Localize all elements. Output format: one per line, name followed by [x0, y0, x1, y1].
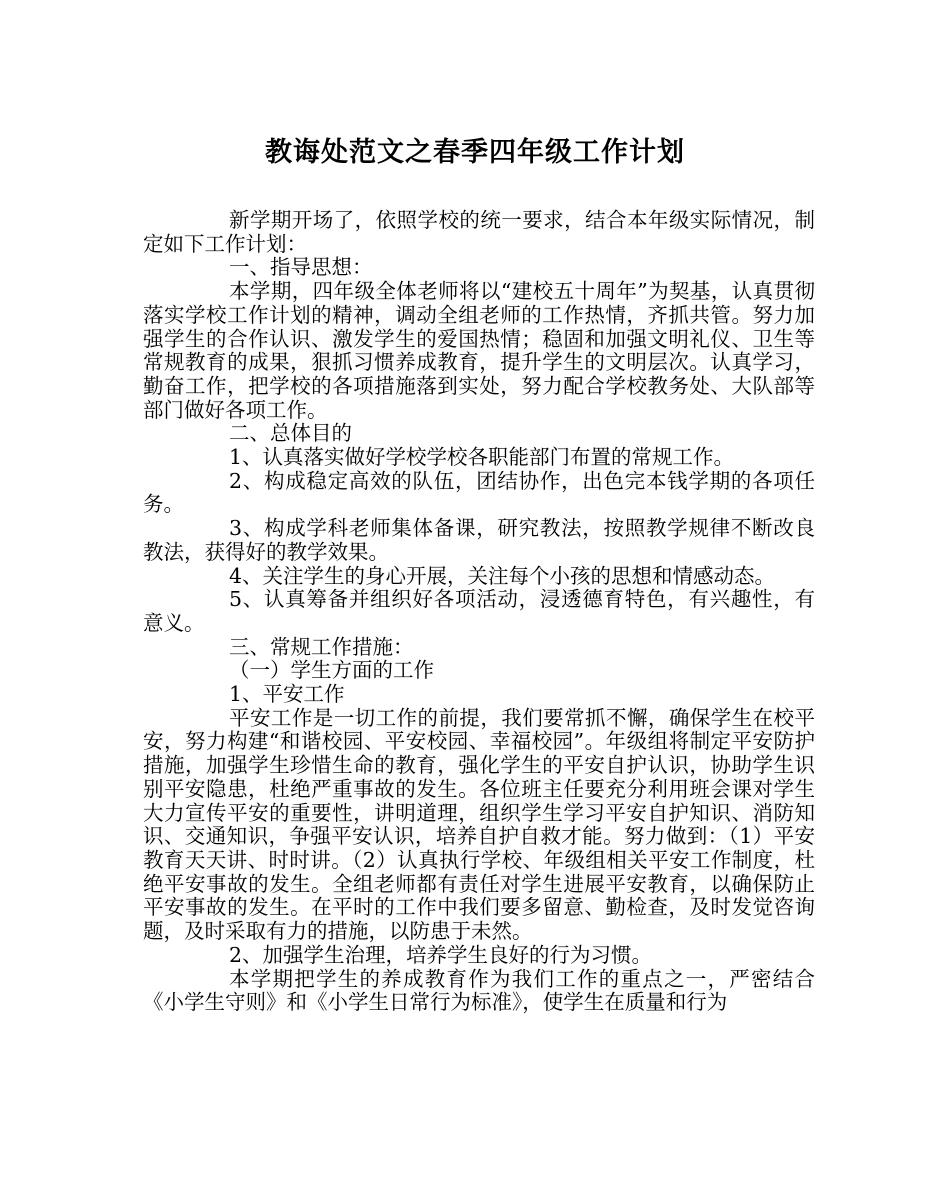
goal-item-4: 4、关注学生的身心开展，关注每个小孩的思想和情感动态。: [229, 563, 776, 588]
heading-guiding-ideology: 一、指导思想：: [229, 255, 373, 280]
heading-routine-measures: 三、常规工作措施：: [229, 634, 414, 659]
subheading-student-work: （一）学生方面的工作: [229, 658, 434, 683]
document-body: [143, 209, 815, 1015]
goal-item-1: 1、认真落实做好学校学校各职能部门布置的常规工作。: [229, 445, 735, 470]
goal-item-2: 2、构成稳定高效的队伍，团结协作，出色完本钱学期的各项任务。: [143, 468, 815, 517]
document-title: 教诲处范文之春季四年级工作计划: [265, 137, 685, 168]
goal-item-3: 3、构成学科老师集体备课，研究教法，按照教学规律不断改良教法，获得好的教学效果。: [143, 516, 815, 564]
goal-item-5: 5、认真筹备并组织好各项活动，浸透德育特色，有兴趣性，有意义。: [143, 587, 815, 635]
paragraph-intro: 新学期开场了，依照学校的统一要求，结合本年级实际情况，制定如下工作计划：: [143, 208, 815, 256]
paragraph-safety-work: 平安工作是一切工作的前提，我们要常抓不懈，确保学生在校平安，努力构建“和谐校园、平安校园、幸福校园”。年级组将制定平安防护措施，加强学生珍惜生命的教育，强化学生的平安自护认识，协助学生识别平安隐患，杜绝严重事故的发生。各位班主任要充分利用班会课对学生大力宣传平安的重要性，讲明道理，组织学生学习平安自护知识、消防知识、交通知识，争强平安认识，培养自护自救才能。努力做到：（1）平安教育天天讲、时时讲。（2）认真执行学校、年级组相关平安工作制度，杜绝平安事故的发生。全组老师都有责任对学生进展平安教育，以确保防止平安事故的发生。在平时的工作中我们要多留意、勤检查，及时发觉咨询题，及时采取有力的措施，以防患于未然。: [143, 705, 815, 944]
paragraph-student-management: 本学期把学生的养成教育作为我们工作的重点之一，严密结合《小学生守则》和《小学生日常行为标准》，使学生在质量和行为: [143, 966, 815, 1015]
heading-overall-goals: 二、总体目的: [229, 421, 352, 446]
subheading-safety-work: 1、平安工作: [229, 682, 345, 707]
paragraph-guiding-ideology: 本学期，四年级全体老师将以“建校五十周年”为契基，认真贯彻落实学校工作计划的精神，调动全组老师的工作热情，齐抓共管。努力加强学生的合作认识、激发学生的爱国热情；稳固和加强文明礼仪、卫生等常规教育的成果，狠抓习惯养成教育，提升学生的文明层次。认真学习，勤奋工作，把学校的各项措施落到实处，努力配合学校教务处、大队部等部门做好各项工作。: [143, 279, 815, 422]
subheading-student-management: 2、加强学生治理，培养学生良好的行为习惯。: [229, 942, 653, 967]
